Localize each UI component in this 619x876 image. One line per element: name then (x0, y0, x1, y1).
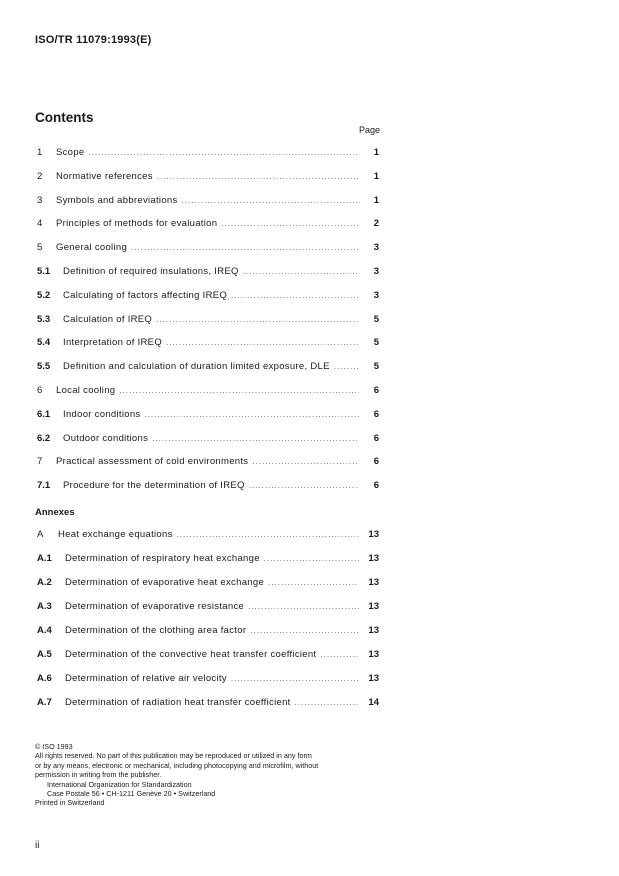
toc-entry[interactable] (37, 361, 379, 375)
toc-entry-page: 1 (373, 147, 379, 158)
toc-entry-page: 14 (368, 697, 379, 708)
toc-entry-page: 6 (373, 408, 379, 420)
toc-entry[interactable] (37, 337, 379, 351)
toc-entry[interactable] (37, 290, 379, 304)
toc-leader-dots (152, 434, 359, 443)
toc-entry-title: Definition and calculation of duration limited exposure, DLE (63, 361, 330, 373)
toc-entry-number: 6 (37, 385, 43, 396)
toc-entry-page: 3 (373, 266, 379, 277)
toc-entry-number: 7.1 (37, 480, 51, 492)
toc-entry-number: 5.4 (37, 337, 51, 349)
toc-entry-number: 6.2 (37, 432, 51, 444)
toc-leader-dots (334, 362, 359, 371)
toc-entry-title: Local cooling (56, 385, 116, 396)
toc-entry[interactable] (37, 456, 379, 470)
toc-entry-page: 6 (373, 480, 379, 492)
toc-leader-dots (243, 267, 359, 276)
toc-entry[interactable] (37, 266, 379, 280)
contents-heading: Contents (35, 110, 94, 125)
toc-entry-title: Interpretation of IREQ (63, 337, 163, 349)
toc-entry-number: 5.5 (37, 361, 51, 373)
toc-entry[interactable] (37, 529, 379, 543)
toc-leader-dots (156, 315, 359, 324)
copyright-line: © ISO 1993 (35, 742, 73, 751)
rights-statement: permission in writing from the publisher. (35, 770, 162, 780)
toc-entry-number: 2 (37, 170, 43, 182)
toc-entry[interactable] (37, 409, 379, 423)
toc-entry-title: Normative references (56, 170, 153, 182)
toc-entry[interactable] (37, 195, 379, 209)
toc-entry-page: 3 (373, 242, 379, 254)
toc-entry-number: A (37, 529, 44, 540)
toc-leader-dots (119, 386, 359, 395)
toc-entry-title: Determination of evaporative resistance (65, 601, 245, 612)
toc-entry-page: 1 (373, 194, 379, 206)
toc-entry[interactable] (37, 385, 379, 399)
toc-entry-title: Determination of evaporative heat exchange (65, 577, 265, 588)
toc-leader-dots (221, 219, 359, 228)
toc-entry-page: 5 (373, 337, 379, 349)
toc-entry[interactable] (37, 147, 379, 161)
toc-leader-dots (231, 291, 359, 300)
toc-leader-dots (295, 698, 359, 707)
toc-entry[interactable] (37, 697, 379, 711)
toc-entry-page: 13 (368, 673, 379, 684)
toc-entry-page: 3 (373, 289, 379, 301)
toc-leader-dots (231, 674, 359, 683)
toc-entry-title: Determination of the clothing area factor (65, 625, 247, 636)
toc-entry-page: 6 (373, 385, 379, 396)
toc-entry-page: 13 (368, 649, 379, 660)
toc-leader-dots (144, 410, 359, 419)
toc-entry[interactable] (37, 601, 379, 615)
toc-entry-title: Determination of respiratory heat exchange (65, 553, 260, 564)
toc-leader-dots (250, 626, 359, 635)
toc-leader-dots (264, 554, 359, 563)
toc-entry-number: 5 (37, 242, 43, 254)
publisher-name: International Organization for Standardization (47, 779, 192, 789)
toc-entry-number: A.7 (37, 697, 52, 708)
toc-entry-title: Procedure for the determination of IREQ (63, 480, 245, 492)
toc-entry-title: Outdoor conditions (63, 432, 149, 444)
toc-entry-page: 5 (373, 313, 379, 325)
toc-leader-dots (320, 650, 359, 659)
toc-entry-page: 13 (368, 577, 379, 588)
toc-leader-dots (249, 481, 359, 490)
page-column-label: Page (359, 125, 381, 135)
toc-entry-number: 5.2 (37, 289, 51, 301)
toc-entry-title: General cooling (56, 242, 128, 254)
page-number: ii (35, 840, 40, 851)
toc-entry-number: 5.3 (37, 313, 51, 325)
toc-entry[interactable] (37, 625, 379, 639)
toc-leader-dots (88, 148, 359, 157)
toc-entry-title: Scope (56, 147, 85, 158)
toc-entry[interactable] (37, 480, 379, 494)
toc-entry-title: Definition of required insulations, IREQ (63, 266, 239, 277)
toc-entry-title: Principles of methods for evaluation (56, 218, 218, 230)
toc-entry-page: 13 (368, 601, 379, 612)
toc-leader-dots (157, 172, 359, 181)
toc-entry-page: 2 (373, 218, 379, 230)
toc-entry-number: A.4 (37, 625, 52, 636)
toc-entry-page: 13 (368, 529, 379, 540)
document-identifier: ISO/TR 11079:1993(E) (35, 34, 152, 46)
toc-leader-dots (268, 578, 359, 587)
toc-entry[interactable] (37, 553, 379, 567)
toc-entry-number: 1 (37, 147, 43, 158)
toc-entry[interactable] (37, 242, 379, 256)
rights-statement: All rights reserved. No part of this publication may be reproduced or utilized in any form (35, 751, 312, 761)
toc-leader-dots (248, 602, 359, 611)
toc-entry-title: Heat exchange equations (58, 529, 173, 540)
toc-entry-number: A.1 (37, 553, 52, 564)
toc-entry-title: Indoor conditions (63, 408, 141, 420)
copyright-notice (35, 742, 385, 808)
toc-leader-dots (177, 530, 359, 539)
toc-entry[interactable] (37, 218, 379, 232)
publisher-address: Case Postale 56 • CH-1211 Genève 20 • Switzerland (47, 789, 216, 799)
toc-entry[interactable] (37, 577, 379, 591)
toc-entry-title: Calculating of factors affecting IREQ (63, 289, 228, 301)
toc-leader-dots (252, 457, 359, 466)
toc-entry-page: 6 (373, 432, 379, 444)
toc-entry-page: 6 (373, 456, 379, 468)
toc-entry[interactable] (37, 673, 379, 687)
toc-entry-title: Practical assessment of cold environments (56, 456, 249, 468)
toc-entry-page: 13 (368, 553, 379, 564)
toc-entry-title: Determination of radiation heat transfer coefficient (65, 697, 291, 708)
toc-entry-page: 1 (373, 170, 379, 182)
toc-entry-number: 4 (37, 218, 43, 230)
toc-leader-dots (166, 338, 359, 347)
toc-entry-title: Determination of the convective heat transfer coefficient (65, 649, 317, 660)
toc-entry[interactable] (37, 314, 379, 328)
toc-entry-number: A.2 (37, 577, 52, 588)
annexes-heading: Annexes (35, 507, 75, 518)
toc-entry-title: Determination of relative air velocity (65, 673, 227, 684)
rights-statement: or by any means, electronic or mechanical, including photocopying and microfilm, without (35, 760, 319, 770)
toc-entry-title: Calculation of IREQ (63, 313, 153, 325)
toc-entry-title: Symbols and abbreviations (56, 194, 178, 206)
toc-entry-number: A.6 (37, 673, 52, 684)
toc-entry[interactable] (37, 171, 379, 185)
toc-entry-number: A.3 (37, 601, 52, 612)
printed-in: Printed in Switzerland (35, 798, 105, 808)
toc-entry-page: 5 (373, 361, 379, 373)
toc-leader-dots (182, 196, 359, 205)
toc-leader-dots (131, 243, 359, 252)
toc-entry-number: 7 (37, 456, 43, 468)
toc-entry[interactable] (37, 649, 379, 663)
toc-entry-number: 6.1 (37, 408, 51, 420)
toc-entry-number: A.5 (37, 649, 52, 660)
toc-entry-number: 3 (37, 194, 43, 206)
toc-entry-number: 5.1 (37, 266, 51, 277)
toc-entry[interactable] (37, 433, 379, 447)
toc-entry-page: 13 (368, 625, 379, 636)
